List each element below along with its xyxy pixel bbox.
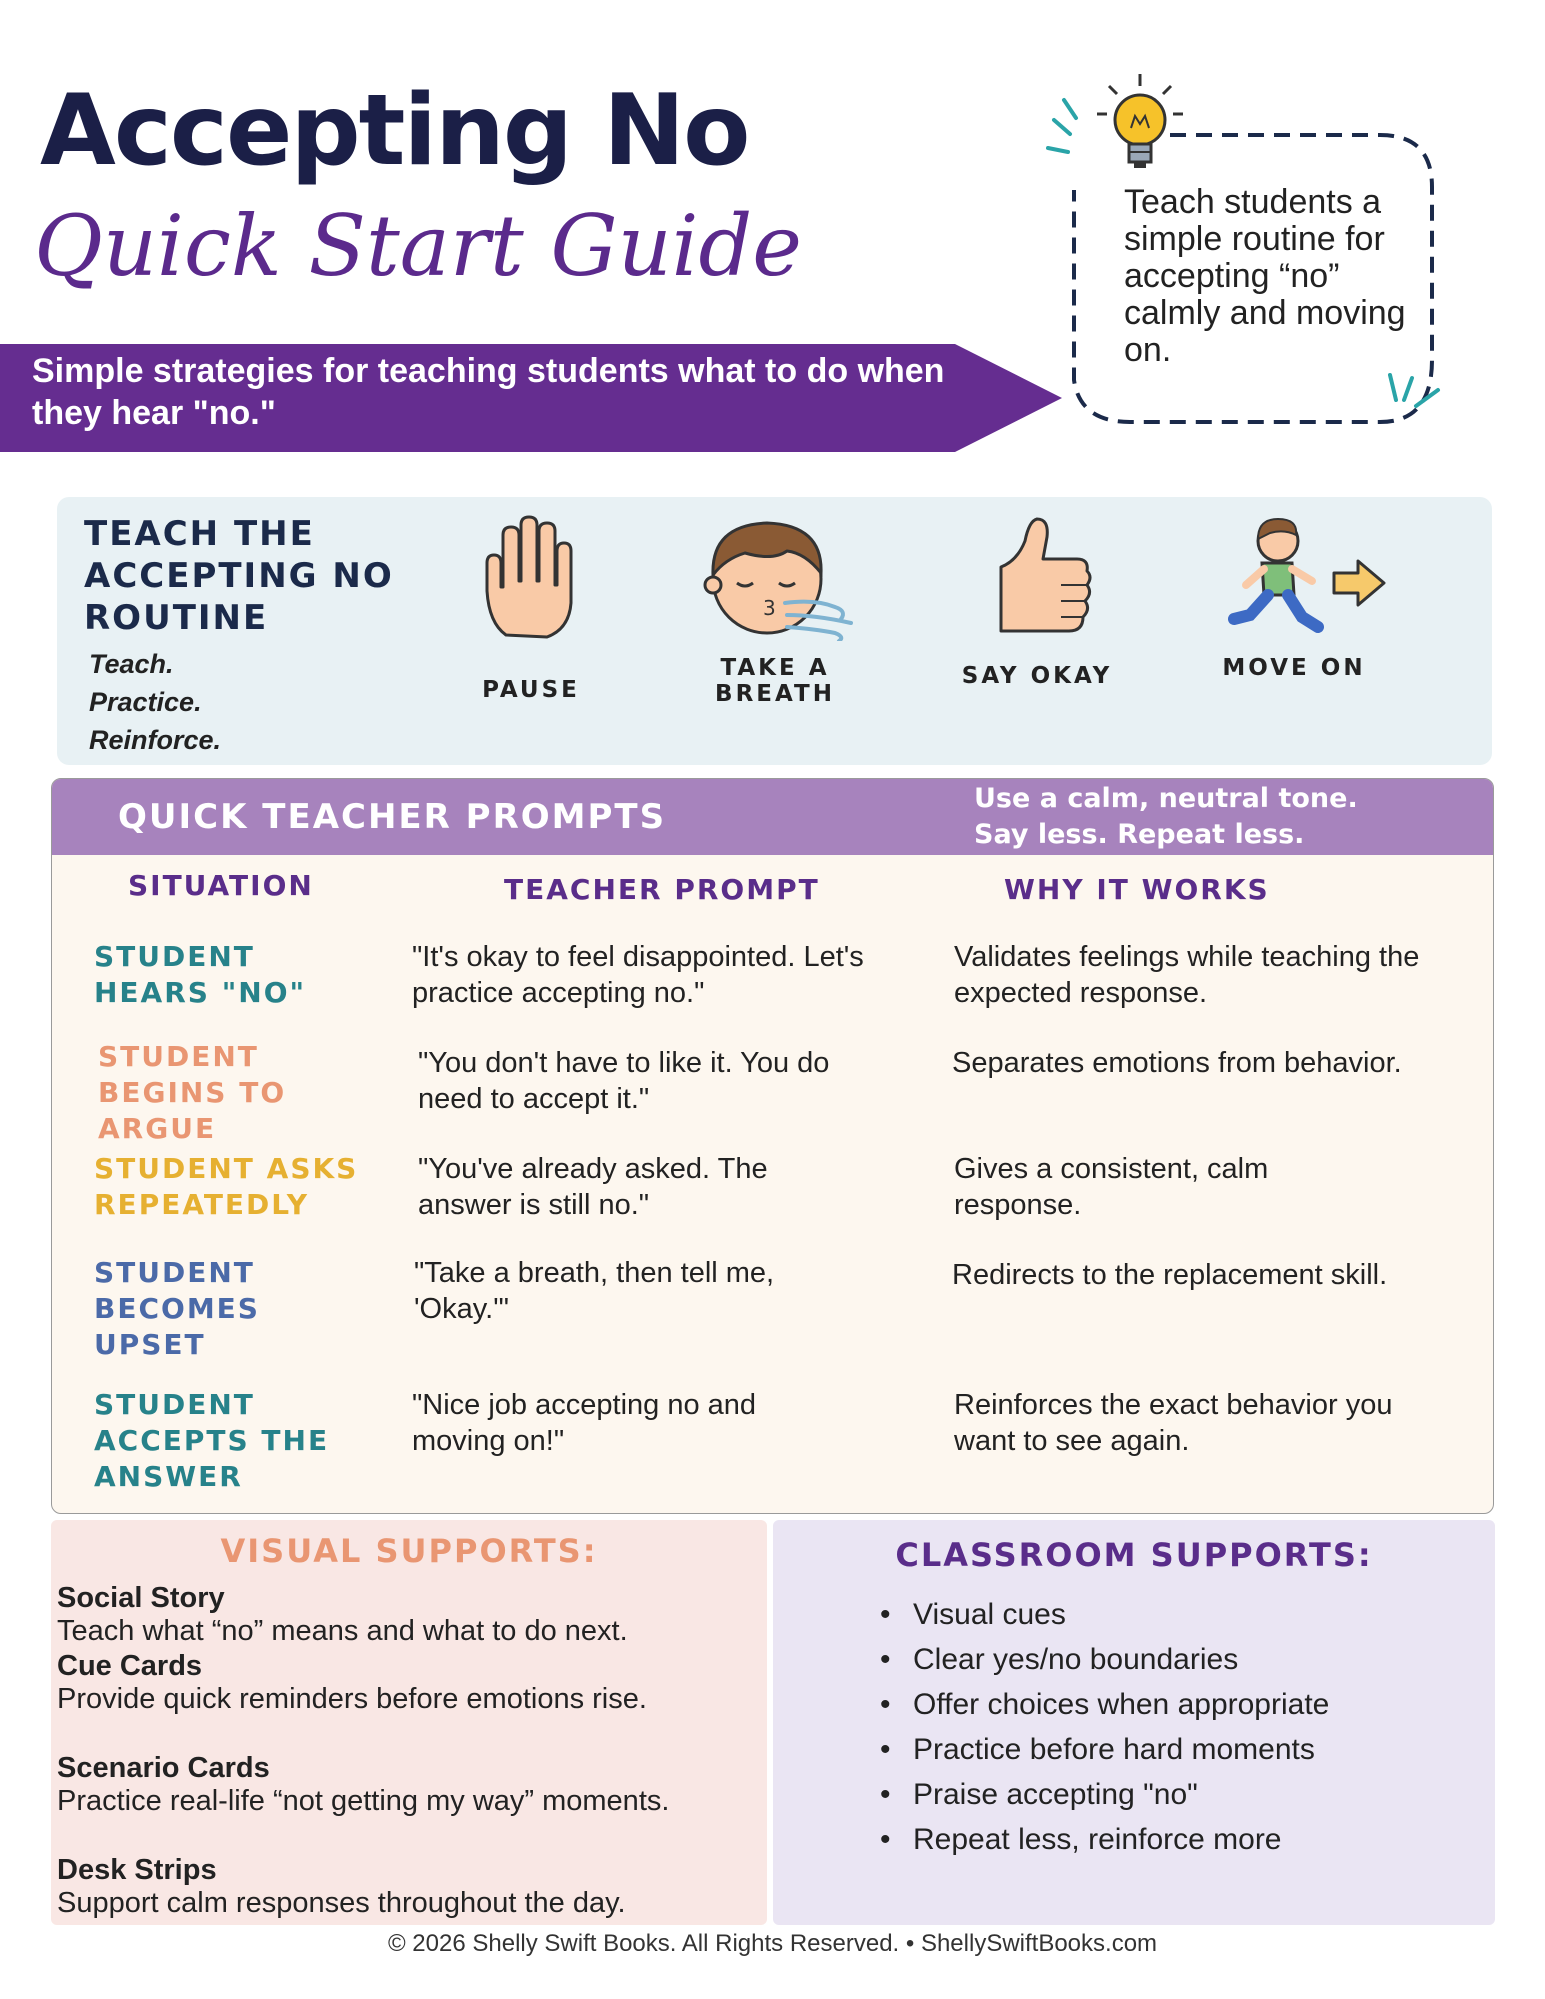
why-cell: Gives a consistent, calm response. <box>954 1153 1269 1221</box>
routine-item-move-on <box>1194 497 1394 757</box>
routine-item-take-a-breath <box>675 497 875 757</box>
list-item: • Repeat less, reinforce more <box>913 1817 1329 1862</box>
why-cell: Separates emotions from behavior. <box>952 1047 1402 1079</box>
bullet-icon: • <box>880 1598 891 1631</box>
footer: © 2026 Shelly Swift Books. All Rights Reserved. • ShellySwiftBooks.com <box>387 1930 1158 1957</box>
list-item: • Offer choices when appropriate <box>913 1682 1329 1727</box>
step-label-pause: PAUSE <box>482 677 580 703</box>
list-item: • Praise accepting "no" <box>913 1772 1329 1817</box>
column-header-situation: SITUATION <box>128 869 314 902</box>
list-item <box>57 1582 767 1648</box>
banner <box>0 344 1065 452</box>
routine-title: TEACH THE ACCEPTING NO ROUTINE <box>84 514 394 638</box>
bullet-icon: • <box>880 1823 891 1856</box>
support-name: Cue Cards <box>57 1650 203 1682</box>
why-cell: Validates feelings while teaching the expected response. <box>954 941 1420 1009</box>
prompt-cell: "Nice job accepting no and moving on!" <box>412 1389 757 1457</box>
column-header-why: WHY IT WORKS <box>1004 873 1270 906</box>
prompts-title: QUICK TEACHER PROMPTS <box>118 797 667 837</box>
routine-panel <box>57 497 1492 765</box>
bullet-icon: • <box>880 1778 891 1811</box>
classroom-supports-title: CLASSROOM SUPPORTS: <box>895 1536 1373 1574</box>
prompt-cell: "You don't have to like it. You do need to accept it." <box>418 1047 830 1115</box>
prompts-header-bar <box>52 779 1493 855</box>
prompt-cell: "Take a breath, then tell me, 'Okay.'" <box>414 1257 775 1325</box>
situation-cell: STUDENT ASKS REPEATEDLY <box>94 1152 359 1221</box>
routine-step-teach: Teach. <box>89 649 174 679</box>
situation-cell: STUDENT ACCEPTS THE ANSWER <box>94 1388 330 1493</box>
routine-item-say-okay <box>937 497 1137 757</box>
tip-box <box>1040 60 1460 440</box>
list-item: • Practice before hard moments <box>913 1727 1329 1772</box>
support-name: Desk Strips <box>57 1854 217 1886</box>
situation-cell: STUDENT BECOMES UPSET <box>94 1256 260 1361</box>
prompts-note: Use a calm, neutral tone. Say less. Repeat less. <box>974 783 1358 850</box>
prompt-cell: "It's okay to feel disappointed. Let's practice accepting no." <box>412 941 864 1009</box>
bullet-icon: • <box>880 1733 891 1766</box>
step-label-say-okay: SAY OKAY <box>961 663 1113 689</box>
list-item: • Visual cues <box>913 1592 1329 1637</box>
routine-step-reinforce: Reinforce. <box>89 725 222 755</box>
bullet-icon: • <box>880 1643 891 1676</box>
support-description: Support calm responses throughout the day. <box>57 1887 626 1919</box>
support-description: Teach what “no” means and what to do next. <box>57 1615 628 1647</box>
classroom-supports-box <box>773 1520 1495 1925</box>
prompts-table <box>51 778 1494 1514</box>
support-description: Provide quick reminders before emotions rise. <box>57 1683 647 1715</box>
why-cell: Reinforces the exact behavior you want to see again. <box>954 1389 1393 1457</box>
step-label-move-on: MOVE ON <box>1222 655 1366 681</box>
running-boy-icon <box>1194 511 1394 641</box>
routine-item-pause <box>431 497 631 757</box>
raised-hand-icon <box>431 511 631 641</box>
lightbulb-icon <box>1095 72 1185 182</box>
list-item <box>57 1752 767 1818</box>
why-cell: Redirects to the replacement skill. <box>952 1259 1388 1291</box>
thumbs-up-icon <box>937 511 1137 641</box>
prompt-cell: "You've already asked. The answer is still no." <box>418 1153 768 1221</box>
banner-text: Simple strategies for teaching students what to do when they hear "no." <box>32 352 945 432</box>
support-name: Social Story <box>57 1582 225 1614</box>
bullet-icon: • <box>880 1688 891 1721</box>
situation-cell: STUDENT BEGINS TO ARGUE <box>98 1040 287 1145</box>
support-description: Practice real-life “not getting my way” moments. <box>57 1785 670 1817</box>
visual-supports-box <box>51 1520 767 1925</box>
routine-steps <box>89 645 221 759</box>
page-title: Accepting No <box>40 74 749 188</box>
list-item <box>57 1854 767 1920</box>
classroom-supports-list <box>880 1592 1330 1862</box>
list-item: • Clear yes/no boundaries <box>913 1637 1329 1682</box>
column-header-prompt: TEACHER PROMPT <box>504 873 820 906</box>
visual-supports-title: VISUAL SUPPORTS: <box>220 1532 598 1570</box>
routine-step-practice: Practice. <box>89 687 202 717</box>
support-name: Scenario Cards <box>57 1752 270 1784</box>
list-item <box>57 1650 767 1716</box>
breathing-face-icon <box>675 511 875 641</box>
page-subtitle: Quick Start Guide <box>34 197 803 295</box>
step-label-take-a-breath: TAKE A BREATH <box>715 655 835 707</box>
svg-text:3: 3 <box>763 596 776 620</box>
situation-cell: STUDENT HEARS "NO" <box>94 940 307 1009</box>
tip-text: Teach students a simple routine for accepting “no” calmly and moving on. <box>1124 183 1406 369</box>
